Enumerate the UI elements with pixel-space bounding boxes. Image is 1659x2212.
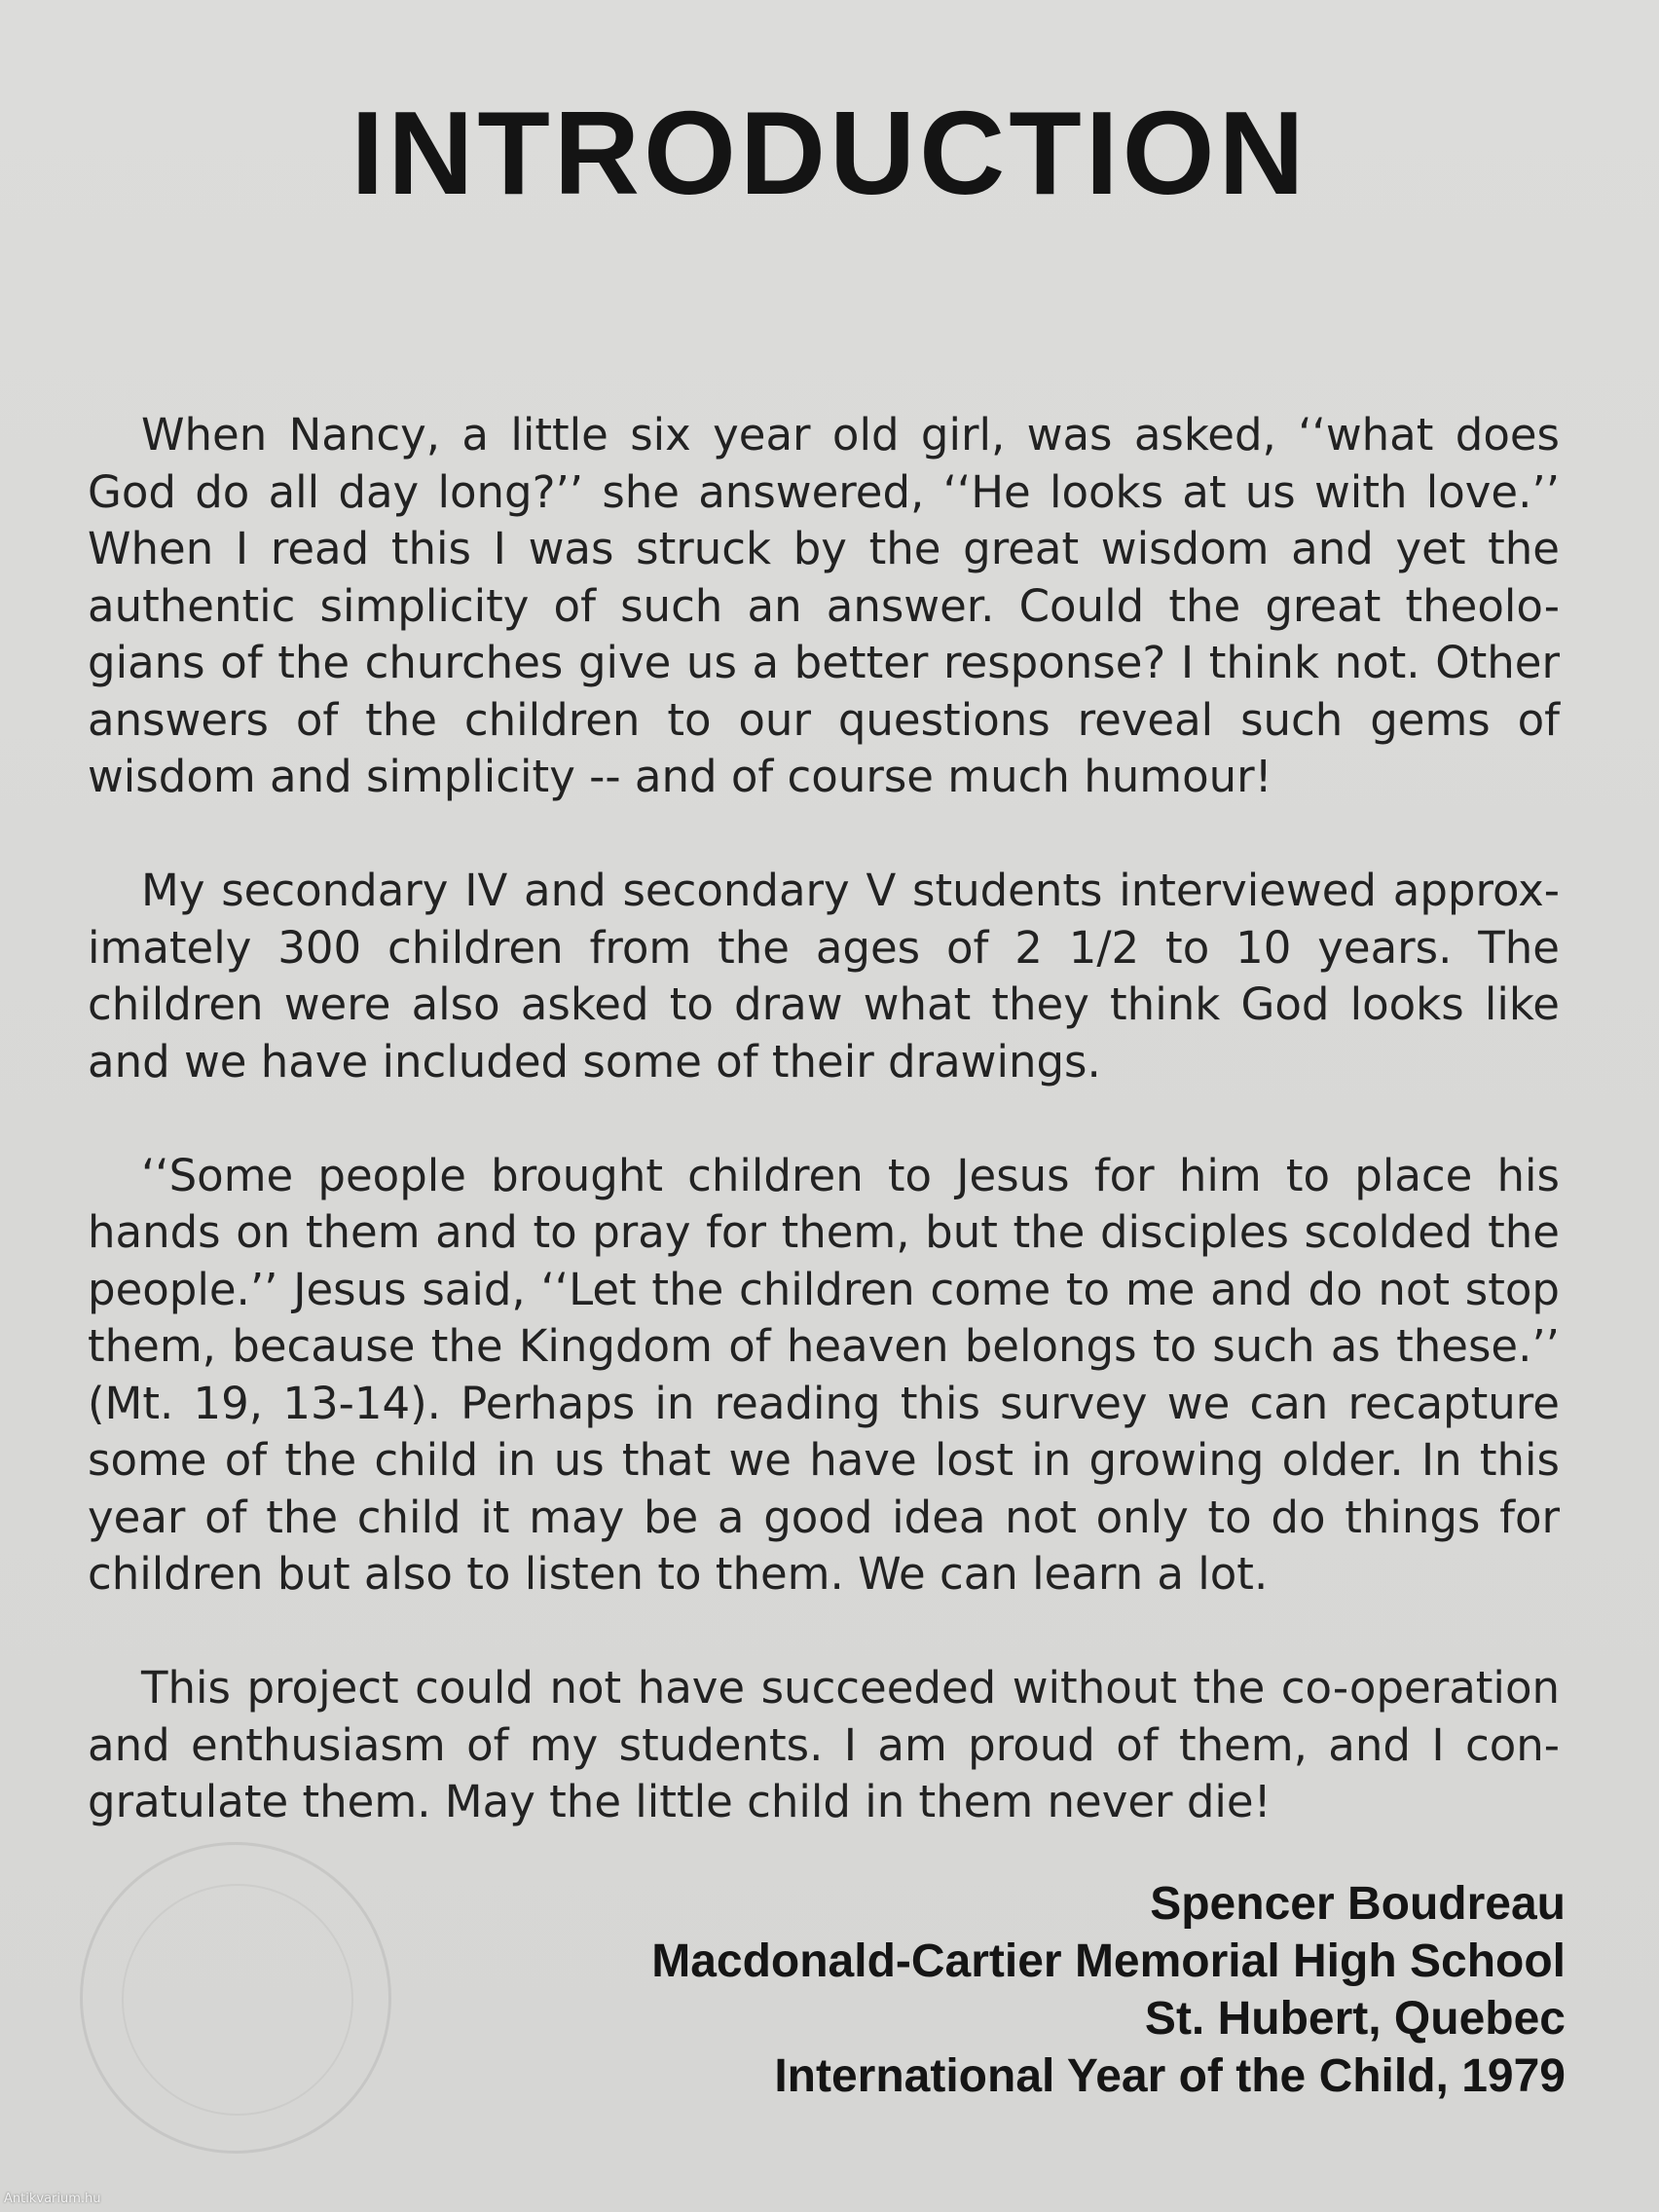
paragraph-1: When Nancy, a little six year old girl, was asked, ‘‘what does God do all day long?’’ she answered, ‘‘He looks at us with love.’’ When I read this I was struck by the great wisdom and yet the authentic simplicity of such an answer. Could the great theolo-gians of the churches give us a better response? I think not. Other answers of the children to our questions reveal such gems of wisdom and simplicity -- and of course much humour! <box>88 409 1560 802</box>
watermark: Antikvarium.hu <box>4 2192 101 2206</box>
paragraph-4: This project could not have succeeded without the co-operation and enthusiasm of my students. I am proud of them, and I con-gratulate them. May the little child in them never die! <box>88 1662 1560 1827</box>
signature-school: Macdonald-Cartier Memorial High School <box>651 1936 1566 1987</box>
body-text <box>88 407 1560 1888</box>
signature-location: St. Hubert, Quebec <box>1144 1993 1566 2045</box>
signature-name: Spencer Boudreau <box>1150 1878 1566 1930</box>
signature-occasion: International Year of the Child, 1979 <box>774 2050 1566 2102</box>
page-title: INTRODUCTION <box>350 87 1309 219</box>
signature-block <box>651 1875 1566 2105</box>
faded-stamp <box>80 1842 391 2154</box>
paragraph-2: My secondary IV and secondary V students interviewed approx-imately 300 children from the ages of 2 1/2 to 10 years. The children were also asked to draw what they think God looks like and we have included some of their drawings. <box>88 865 1560 1088</box>
paragraph-3: ‘‘Some people brought children to Jesus for him to place his hands on them and to pray for them, but the disciples scolded the people.’’ Jesus said, ‘‘Let the children come to me and do not stop them, because the Kingdom of heaven belongs to such as these.’’ (Mt. 19, 13-14). Perhaps in reading this survey we can recapture some of the child in us that we have lost in growing older. In this year of the child it may be a good idea not only to do things for children but also to listen to them. We can learn a lot. <box>88 1149 1560 1600</box>
